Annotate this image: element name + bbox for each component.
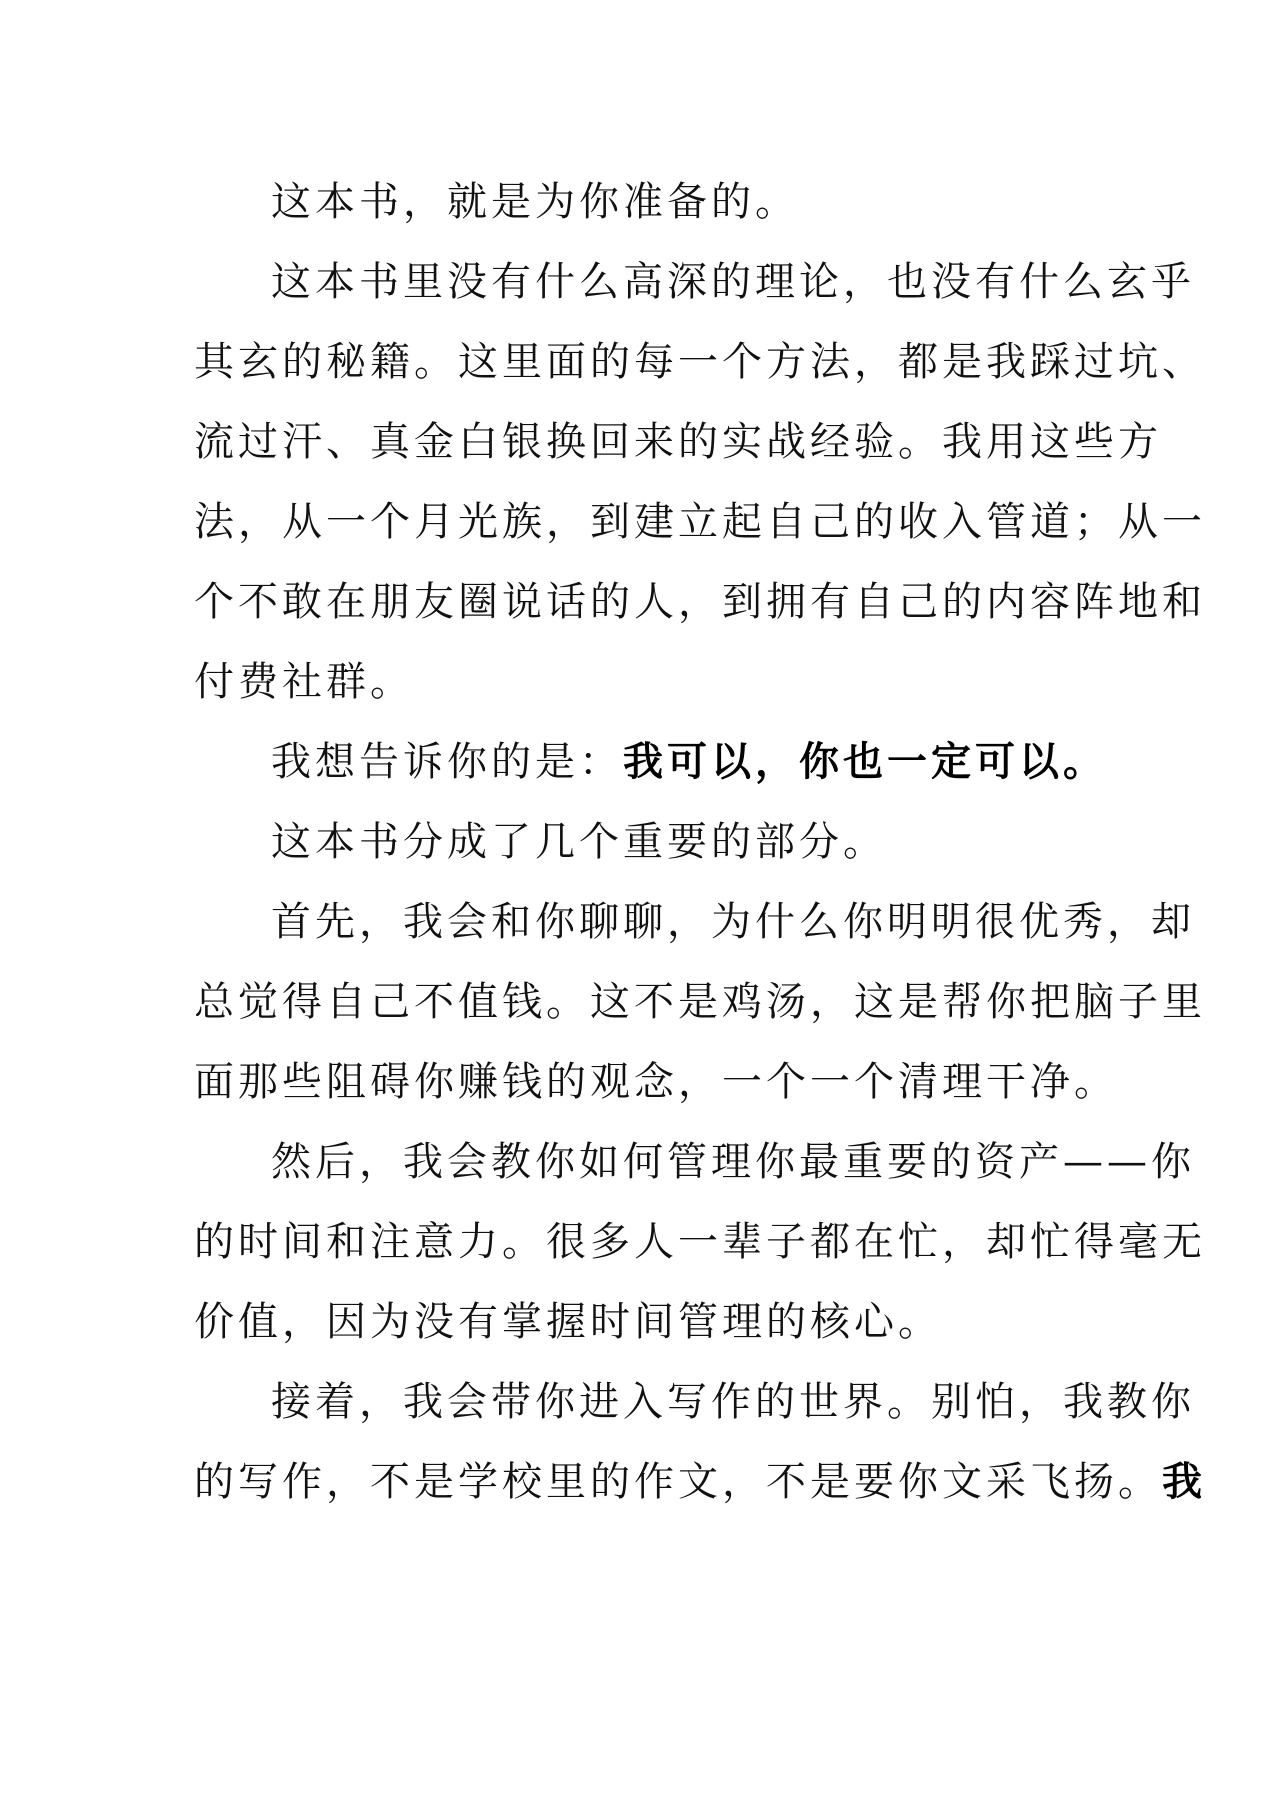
- paragraph-7-normal-text: 的写作，不是学校里的作文，不是要你文采飞扬。: [194, 1459, 1162, 1505]
- paragraph-6-line-2: 的时间和注意力。很多人一辈子都在忙，却忙得毫无: [194, 1219, 1206, 1265]
- paragraph-3-line-1: [194, 722, 1107, 802]
- paragraph-5-line-2: 总觉得自己不值钱。这不是鸡汤，这是帮你把脑子里: [194, 979, 1206, 1025]
- paragraph-6-line-1: 然后，我会教你如何管理你最重要的资产——你: [271, 1139, 1195, 1185]
- paragraph-5-line-3: 面那些阻碍你赚钱的观念，一个一个清理干净。: [194, 1059, 1118, 1105]
- paragraph-7-line-1: 接着，我会带你进入写作的世界。别怕，我教你: [271, 1379, 1195, 1425]
- paragraph-2-line-5: 个不敢在朋友圈说话的人，到拥有自己的内容阵地和: [194, 579, 1206, 625]
- paragraph-6-line-3: 价值，因为没有掌握时间管理的核心。: [194, 1299, 942, 1345]
- paragraph-1-line-1: 这本书，就是为你准备的。: [271, 179, 799, 225]
- paragraph-3-bold-text: 我可以，你也一定可以。: [623, 738, 1107, 785]
- paragraph-2-line-1: 这本书里没有什么高深的理论，也没有什么玄乎: [271, 259, 1195, 305]
- paragraph-7-line-2: [194, 1442, 1206, 1522]
- paragraph-7-bold-text: 我: [1162, 1458, 1206, 1505]
- paragraph-5-line-1: 首先，我会和你聊聊，为什么你明明很优秀，却: [271, 899, 1195, 945]
- body-text: [194, 162, 1206, 1522]
- paragraph-2-line-4: 法，从一个月光族，到建立起自己的收入管道；从一: [194, 499, 1206, 545]
- paragraph-2-line-3: 流过汗、真金白银换回来的实战经验。我用这些方: [194, 419, 1162, 465]
- paragraph-2-line-2: 其玄的秘籍。这里面的每一个方法，都是我踩过坑、: [194, 339, 1206, 385]
- paragraph-3-normal-text: 我想告诉你的是：: [271, 739, 623, 785]
- paragraph-4-line-1: 这本书分成了几个重要的部分。: [271, 819, 887, 865]
- paragraph-2-line-6: 付费社群。: [194, 659, 414, 705]
